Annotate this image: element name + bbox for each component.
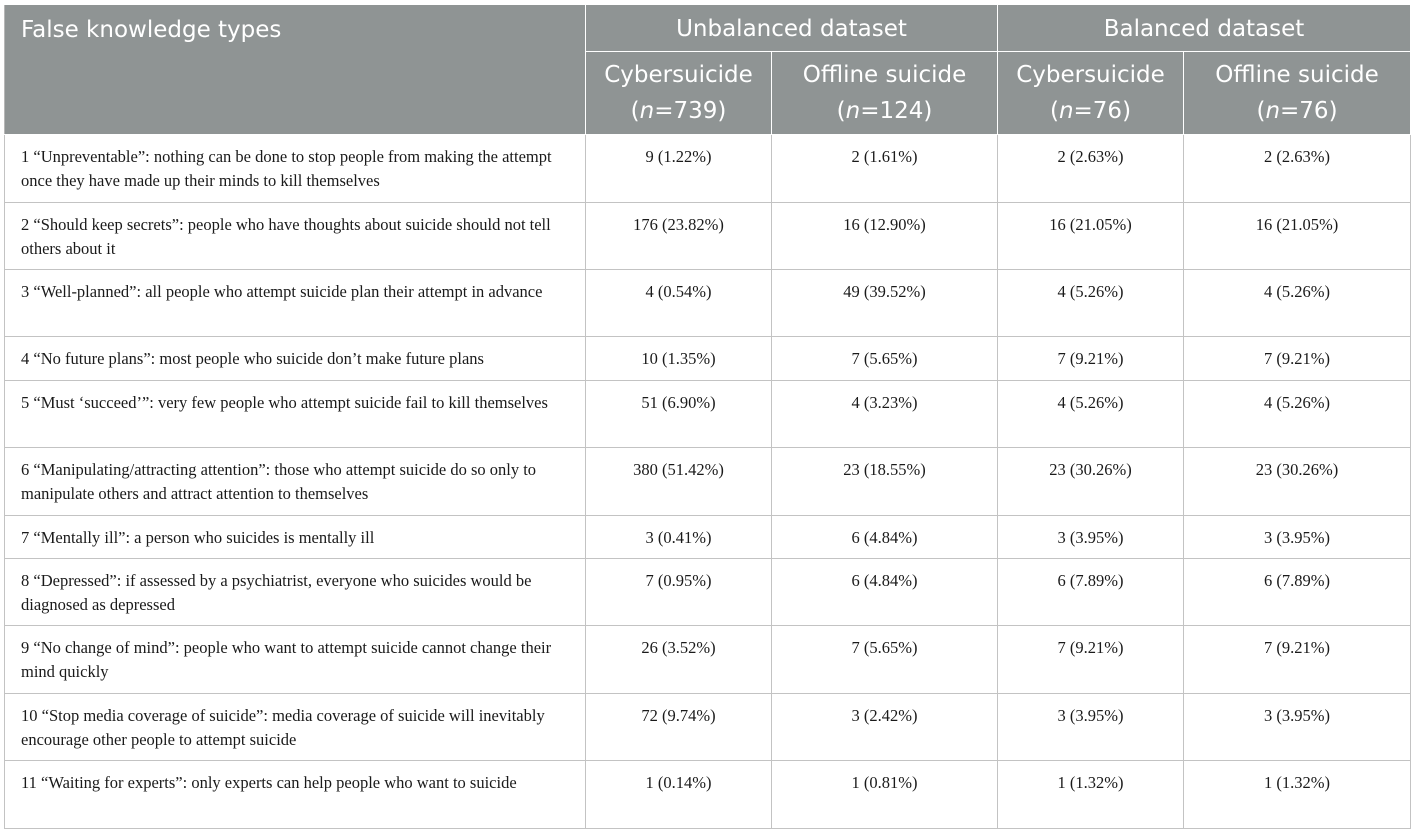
cell-unbalanced-cybersuicide: 4 (0.54%) [586, 270, 772, 337]
cell-balanced-offline: 2 (2.63%) [1184, 135, 1411, 203]
cell-balanced-cybersuicide: 3 (3.95%) [998, 694, 1184, 761]
table-row [5, 135, 1411, 203]
cell-balanced-offline: 23 (30.26%) [1184, 448, 1411, 516]
cell-balanced-offline: 1 (1.32%) [1184, 761, 1411, 829]
cell-unbalanced-offline: 4 (3.23%) [772, 381, 998, 448]
row-label: 11 “Waiting for experts”: only experts can help people who want to suicide [5, 761, 586, 829]
cell-balanced-cybersuicide: 4 (5.26%) [998, 381, 1184, 448]
cell-unbalanced-cybersuicide: 7 (0.95%) [586, 559, 772, 626]
cell-unbalanced-offline: 6 (4.84%) [772, 559, 998, 626]
table-row [5, 559, 1411, 626]
n-value: =739 [654, 98, 718, 124]
cell-balanced-offline: 4 (5.26%) [1184, 270, 1411, 337]
cell-balanced-offline: 4 (5.26%) [1184, 381, 1411, 448]
false-knowledge-table [4, 4, 1411, 829]
cell-balanced-cybersuicide: 3 (3.95%) [998, 516, 1184, 559]
cell-balanced-cybersuicide: 16 (21.05%) [998, 203, 1184, 270]
row-label: 5 “Must ‘succeed’”: very few people who attempt suicide fail to kill themselves [5, 381, 586, 448]
row-label: 7 “Mentally ill”: a person who suicides is mentally ill [5, 516, 586, 559]
cell-unbalanced-offline: 6 (4.84%) [772, 516, 998, 559]
cell-balanced-cybersuicide: 6 (7.89%) [998, 559, 1184, 626]
table-row [5, 516, 1411, 559]
cell-balanced-cybersuicide: 1 (1.32%) [998, 761, 1184, 829]
cell-unbalanced-cybersuicide: 9 (1.22%) [586, 135, 772, 203]
cell-balanced-offline: 3 (3.95%) [1184, 516, 1411, 559]
subcol-name: Offline suicide [1215, 62, 1379, 88]
header-unbalanced-offline: Offline suicide (n=124) [772, 52, 998, 135]
n-value: =76 [1073, 98, 1123, 124]
row-label: 3 “Well-planned”: all people who attempt suicide plan their attempt in advance [5, 270, 586, 337]
n-label: n [639, 98, 655, 124]
table-row [5, 270, 1411, 337]
header-row-groups [5, 5, 1411, 52]
header-balanced-cybersuicide: Cybersuicide (n=76) [998, 52, 1184, 135]
header-unbalanced-dataset: Unbalanced dataset [586, 5, 998, 52]
n-label: n [845, 98, 861, 124]
table-row [5, 337, 1411, 381]
n-label: n [1265, 98, 1281, 124]
table-row [5, 626, 1411, 694]
header-balanced-dataset: Balanced dataset [998, 5, 1411, 52]
row-label: 1 “Unpreventable”: nothing can be done to stop people from making the attempt once they have made up their minds to kill themselves [5, 135, 586, 203]
header-false-knowledge-types: False knowledge types [5, 5, 586, 135]
cell-balanced-offline: 7 (9.21%) [1184, 626, 1411, 694]
cell-unbalanced-cybersuicide: 51 (6.90%) [586, 381, 772, 448]
subcol-name: Cybersuicide [604, 62, 753, 88]
table-row [5, 381, 1411, 448]
cell-unbalanced-offline: 7 (5.65%) [772, 626, 998, 694]
n-value: =76 [1280, 98, 1329, 124]
cell-balanced-offline: 3 (3.95%) [1184, 694, 1411, 761]
table-row [5, 448, 1411, 516]
cell-balanced-cybersuicide: 2 (2.63%) [998, 135, 1184, 203]
row-label: 10 “Stop media coverage of suicide”: media coverage of suicide will inevitably encourage other people to attempt suicide [5, 694, 586, 761]
cell-balanced-offline: 16 (21.05%) [1184, 203, 1411, 270]
subcol-name: Offline suicide [802, 62, 967, 88]
cell-unbalanced-offline: 1 (0.81%) [772, 761, 998, 829]
n-label: n [1058, 98, 1074, 124]
row-label: 2 “Should keep secrets”: people who have thoughts about suicide should not tell others about it [5, 203, 586, 270]
row-label: 9 “No change of mind”: people who want to attempt suicide cannot change their mind quickly [5, 626, 586, 694]
cell-unbalanced-offline: 23 (18.55%) [772, 448, 998, 516]
cell-balanced-cybersuicide: 23 (30.26%) [998, 448, 1184, 516]
header-balanced-offline: Offline suicide (n=76) [1184, 52, 1411, 135]
cell-unbalanced-offline: 16 (12.90%) [772, 203, 998, 270]
table-row [5, 694, 1411, 761]
cell-unbalanced-cybersuicide: 72 (9.74%) [586, 694, 772, 761]
cell-balanced-cybersuicide: 4 (5.26%) [998, 270, 1184, 337]
cell-unbalanced-offline: 7 (5.65%) [772, 337, 998, 381]
row-label: 8 “Depressed”: if assessed by a psychiatrist, everyone who suicides would be diagnosed as depressed [5, 559, 586, 626]
cell-unbalanced-cybersuicide: 10 (1.35%) [586, 337, 772, 381]
cell-balanced-cybersuicide: 7 (9.21%) [998, 626, 1184, 694]
row-label: 4 “No future plans”: most people who suicide don’t make future plans [5, 337, 586, 381]
cell-unbalanced-offline: 49 (39.52%) [772, 270, 998, 337]
table-row [5, 203, 1411, 270]
table-row [5, 761, 1411, 829]
cell-balanced-cybersuicide: 7 (9.21%) [998, 337, 1184, 381]
cell-unbalanced-cybersuicide: 1 (0.14%) [586, 761, 772, 829]
cell-unbalanced-offline: 3 (2.42%) [772, 694, 998, 761]
cell-unbalanced-cybersuicide: 3 (0.41%) [586, 516, 772, 559]
header-unbalanced-cybersuicide: Cybersuicide (n=739) [586, 52, 772, 135]
row-label: 6 “Manipulating/attracting attention”: those who attempt suicide do so only to manipulate others and attract attention to themselves [5, 448, 586, 516]
subcol-name: Cybersuicide [1016, 62, 1165, 88]
cell-balanced-offline: 6 (7.89%) [1184, 559, 1411, 626]
cell-balanced-offline: 7 (9.21%) [1184, 337, 1411, 381]
cell-unbalanced-cybersuicide: 176 (23.82%) [586, 203, 772, 270]
cell-unbalanced-cybersuicide: 26 (3.52%) [586, 626, 772, 694]
cell-unbalanced-offline: 2 (1.61%) [772, 135, 998, 203]
n-value: =124 [860, 98, 924, 124]
cell-unbalanced-cybersuicide: 380 (51.42%) [586, 448, 772, 516]
